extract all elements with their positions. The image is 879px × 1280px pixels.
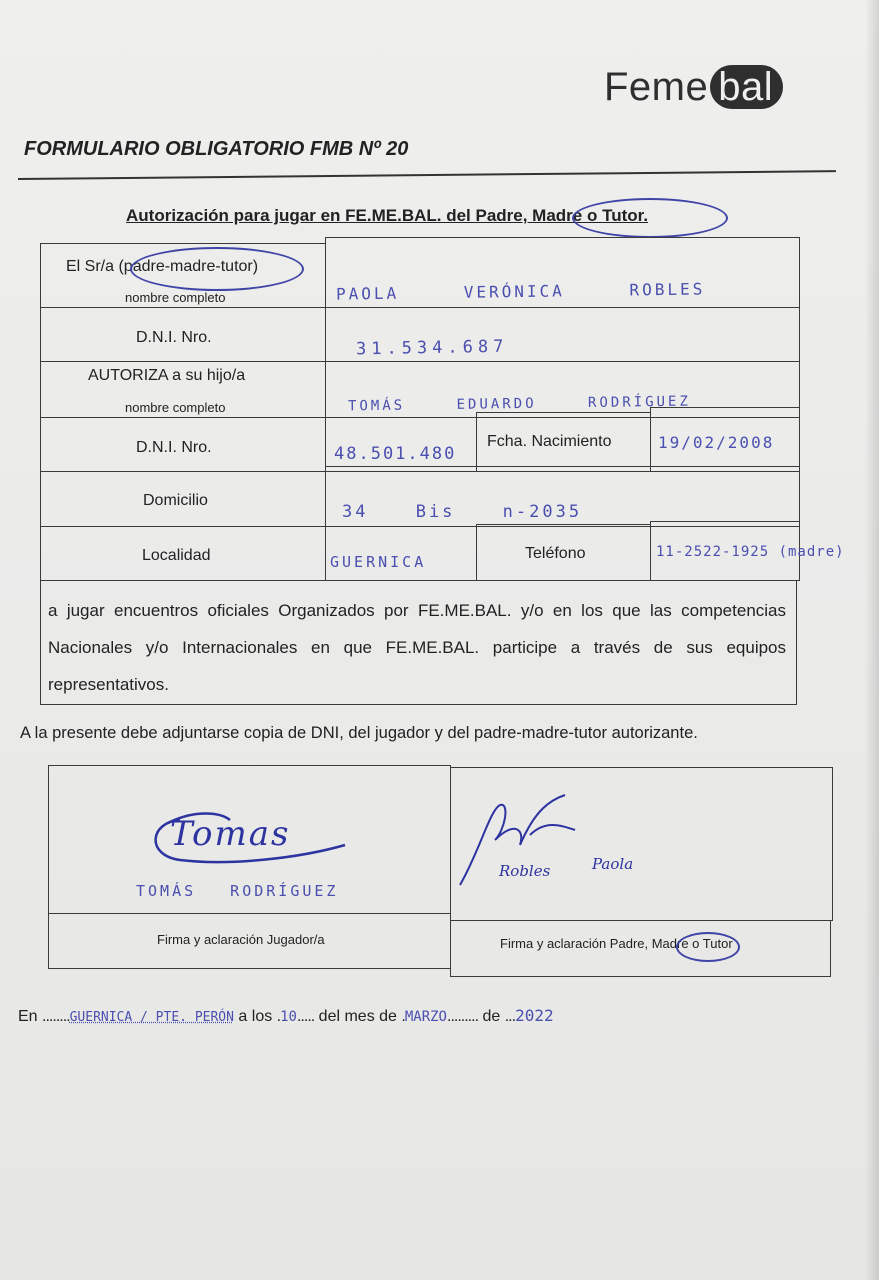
phone-label: Teléfono	[525, 545, 586, 562]
femebal-logo	[604, 62, 834, 112]
birth-date-value: 19/02/2008	[658, 433, 775, 452]
child-dni-label: D.N.I. Nro.	[136, 439, 212, 456]
city-value: GUERNICA	[330, 553, 427, 571]
madre-circle-mark	[572, 198, 728, 238]
guardian-dni-label: D.N.I. Nro.	[136, 329, 212, 346]
madre-caption-circle-mark	[676, 932, 740, 962]
guardian-signature-firstname: Paola	[592, 855, 634, 873]
player-signature: Tomas	[170, 814, 291, 854]
logo-text-prefix: Feme	[604, 64, 709, 109]
guardian-signature-surname: Robles	[499, 862, 551, 880]
footer-month: MARZO	[404, 1009, 447, 1025]
phone-value: 11-2522-1925 (madre)	[656, 544, 845, 560]
padre-madre-tutor-circle-mark	[130, 247, 304, 291]
form-title: FORMULARIO OBLIGATORIO FMB Nº 20	[24, 138, 409, 160]
child-name-value: TOMÁS EDUARDO RODRÍGUEZ	[347, 393, 691, 415]
footer-a-los: a los	[238, 1008, 273, 1025]
footer-del-mes: del mes de	[318, 1008, 397, 1025]
child-sublabel: nombre completo	[125, 400, 226, 415]
guardian-sublabel: nombre completo	[125, 290, 226, 305]
footer-year: 2022	[515, 1006, 554, 1025]
footer-place: GUERNICA / PTE. PERÓN	[69, 1010, 234, 1025]
guardian-signature-caption: Firma y aclaración Padre, Madre o Tutor	[500, 936, 733, 951]
terms-paragraph: a jugar encuentros oficiales Organizados por FE.ME.BAL. y/o en los que las competencias Nacionales y/o Internacionales en que FE.ME.BAL. participe a través de sus equipos representativos.	[48, 601, 786, 694]
guardian-label: El Sr/a (padre-madre-tutor)	[66, 258, 259, 275]
address-value: 34 Bis n-2035	[342, 502, 583, 522]
player-signature-caption: Firma y aclaración Jugador/a	[157, 932, 325, 947]
address-label: Domicilio	[143, 492, 208, 509]
footer-day: 10	[280, 1009, 297, 1025]
player-printed-name: TOMÁS RODRÍGUEZ	[136, 882, 339, 900]
date-place-line: En ........GUERNICA / PTE. PERÓN a los .10..... del mes de .MARZO......... de ...2022	[18, 1006, 554, 1025]
footer-en: En	[18, 1008, 38, 1025]
birth-label: Fcha. Nacimiento	[487, 433, 612, 450]
authorizes-label: AUTORIZA a su hijo/a	[88, 367, 246, 384]
city-label: Localidad	[142, 547, 211, 564]
footer-de: de	[482, 1008, 501, 1025]
attachment-note: A la presente debe adjuntarse copia de DNI, del jugador y del padre-madre-tutor autorizante.	[20, 724, 698, 742]
guardian-name-value: PAOLA VERÓNICA ROBLES	[335, 279, 706, 304]
page-edge-shadow	[865, 0, 879, 1280]
form-subtitle: Autorización para jugar en FE.ME.BAL. del Padre, Madre o Tutor.	[126, 206, 649, 225]
guardian-dni-value: 31.534.687	[355, 336, 509, 360]
logo-text-suffix: bal	[710, 65, 783, 109]
child-dni-value: 48.501.480	[334, 444, 457, 464]
